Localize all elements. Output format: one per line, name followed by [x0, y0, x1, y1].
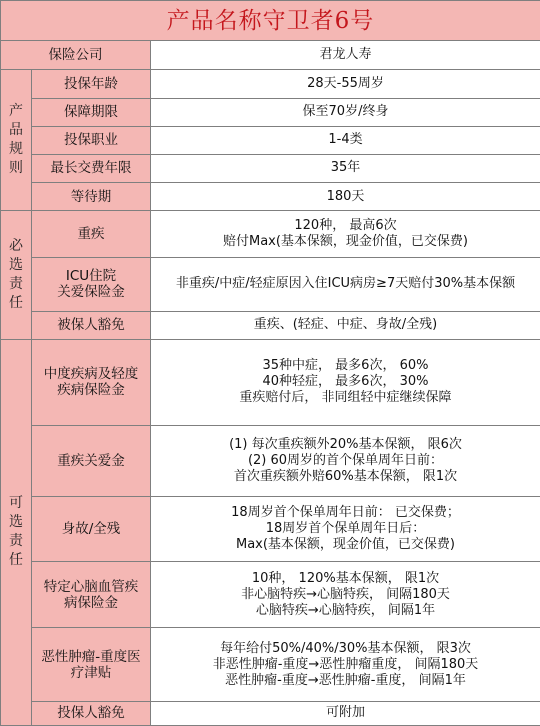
optional-row [1, 701, 540, 725]
cell-text-line: 重疾、(轻症、中症、身故/全残) [253, 317, 438, 333]
cell-text-line: 恶性肿瘤-重度医 [41, 648, 141, 665]
cell-text-line: 关爱保险金 [57, 284, 125, 301]
cell-text-line: 重疾赔付后， 非同组轻中症继续保障 [239, 390, 452, 406]
rule-row [1, 182, 540, 210]
cell-text-line: 非恶性肿瘤-重度→恶性肿瘤重度， 间隔180天 [212, 656, 479, 672]
cell-text-line: 非重疾/中症/轻症原因入住ICU病房≥7天赔付30%基本保额 [175, 276, 516, 292]
cell-text-line: 10种， 120%基本保额， 限1次 [251, 570, 440, 586]
required-row [1, 311, 540, 339]
cell-text-line: 被保人豁免 [57, 317, 125, 334]
rule-value: 180天 [151, 182, 540, 210]
cell-text-line: 特定心脑血管疾 [43, 578, 139, 595]
rule-label: 最长交费年限 [32, 154, 151, 182]
required-row [1, 258, 540, 311]
optional-value [151, 339, 540, 425]
insurer-label: 保险公司 [1, 41, 151, 70]
optional-row [1, 339, 540, 425]
cell-text-line: 任 [9, 294, 23, 311]
rule-row [1, 70, 540, 98]
rule-value: 1-4类 [151, 126, 540, 154]
rule-label: 投保年龄 [32, 70, 151, 98]
cell-text-line: 40种轻症， 最多6次， 30% [262, 374, 429, 390]
insurer-row [1, 41, 540, 70]
rule-row [1, 98, 540, 126]
cell-text-line: 疗津贴 [70, 664, 112, 681]
optional-value [151, 496, 540, 561]
optional-label [32, 339, 151, 425]
required-row [1, 211, 540, 258]
rule-row [1, 154, 540, 182]
required-label [32, 258, 151, 311]
required-value [151, 258, 540, 311]
required-value [151, 311, 540, 339]
category-optional [1, 339, 32, 725]
rule-value: 保至70岁/终身 [151, 98, 540, 126]
optional-value [151, 701, 540, 725]
cell-text-line: 每年给付50%/40%/30%基本保额， 限3次 [220, 640, 471, 656]
rule-value: 28天-55周岁 [151, 70, 540, 98]
title-row [1, 1, 540, 41]
cell-text-line: 病保险金 [64, 594, 118, 611]
cell-text-line: 18周岁首个保单周年日后： [265, 520, 426, 536]
cell-text-line: 责 [9, 533, 23, 550]
cell-text-line: 疾病保险金 [57, 382, 125, 399]
optional-value [151, 561, 540, 627]
cell-text-line: 任 [9, 552, 23, 569]
rule-row [1, 126, 540, 154]
cell-text-line: 恶性肿瘤-重度→恶性肿瘤-重度， 间隔1年 [225, 672, 466, 688]
product-title: 产品名称守卫者6号 [1, 1, 540, 41]
rule-label: 投保职业 [32, 126, 151, 154]
rule-label: 等待期 [32, 182, 151, 210]
rule-value: 35年 [151, 154, 540, 182]
cell-text-line: 18周岁首个保单周年日前： 已交保费； [231, 504, 460, 520]
optional-row [1, 496, 540, 561]
cell-text-line: 规 [9, 141, 23, 158]
cell-text-line: 选 [9, 256, 23, 273]
cell-text-line: 赔付Max(基本保额，现金价值，已交保费) [222, 234, 469, 250]
cell-text-line: 可附加 [325, 705, 365, 721]
cell-text-line: (2) 60周岁的首个保单周年日前： [247, 452, 444, 468]
cell-text-line: 重疾关爱金 [57, 452, 125, 469]
cell-text-line: 责 [9, 275, 23, 292]
optional-label [32, 701, 151, 725]
required-label [32, 311, 151, 339]
cell-text-line: 必 [9, 237, 23, 254]
optional-row [1, 628, 540, 701]
optional-label [32, 496, 151, 561]
cell-text-line: (1) 每次重疾额外20%基本保额， 限6次 [229, 436, 462, 452]
cell-text-line: 中度疾病及轻度 [43, 366, 139, 383]
cell-text-line: 35种中症， 最多6次， 60% [262, 358, 429, 374]
cell-text-line: 首次重疾额外赔60%基本保额， 限1次 [233, 468, 458, 484]
optional-label [32, 628, 151, 701]
cell-text-line: 可 [9, 495, 23, 512]
rule-label: 保障期限 [32, 98, 151, 126]
optional-value [151, 426, 540, 496]
cell-text-line: 投保人豁免 [57, 705, 125, 722]
insurer-value: 君龙人寿 [151, 41, 540, 70]
cell-text-line: 非心脑特疾→心脑特疾， 间隔180天 [241, 586, 450, 602]
optional-label [32, 426, 151, 496]
cell-text-line: 产 [9, 103, 23, 120]
category-required [1, 211, 32, 340]
optional-value [151, 628, 540, 701]
cell-text-line: 重疾 [77, 226, 105, 243]
cell-text-line: 身故/全残 [61, 520, 121, 537]
cell-text-line: 则 [9, 160, 23, 177]
cell-text-line: ICU住院 [65, 268, 117, 285]
optional-row [1, 561, 540, 627]
required-label [32, 211, 151, 258]
category-rules [1, 70, 32, 211]
cell-text-line: 心脑特疾→心脑特疾， 间隔1年 [255, 602, 436, 618]
cell-text-line: 品 [9, 122, 23, 139]
optional-label [32, 561, 151, 627]
optional-row [1, 426, 540, 496]
cell-text-line: 选 [9, 514, 23, 531]
required-value [151, 211, 540, 258]
cell-text-line: 120种， 最高6次 [294, 218, 397, 234]
cell-text-line: Max(基本保额，现金价值，已交保费) [235, 536, 456, 552]
